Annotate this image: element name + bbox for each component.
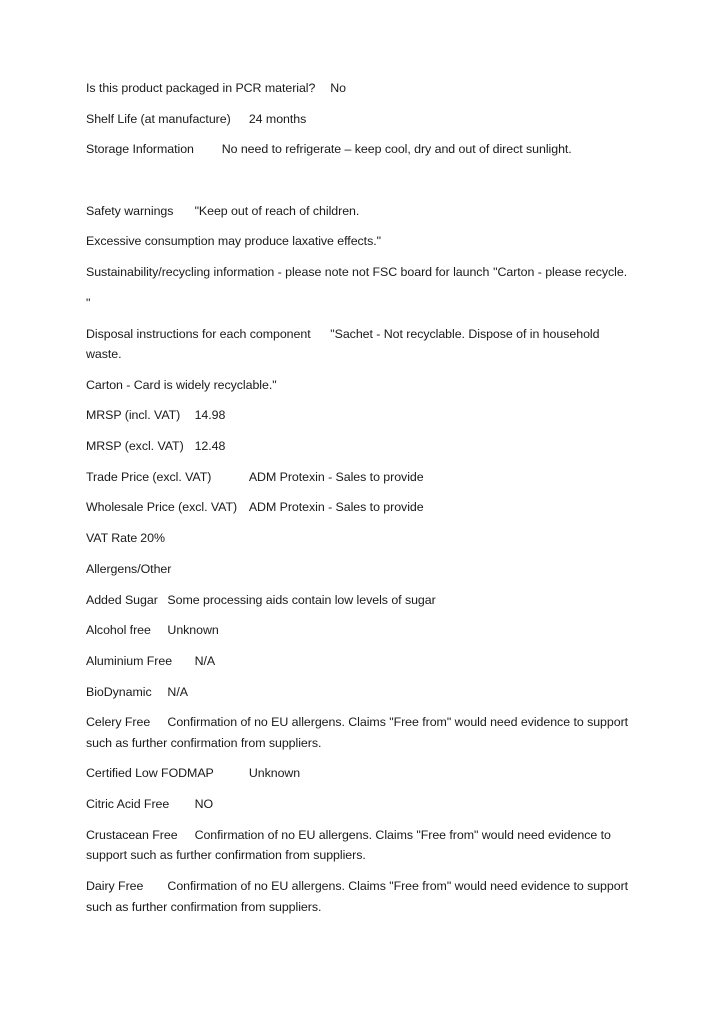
- line-vat-rate: VAT Rate 20%: [86, 531, 165, 546]
- line-allergens-other: Allergens/Other: [86, 561, 172, 576]
- line-certified-low-fodmap: Certified Low FODMAP Unknown: [86, 766, 301, 781]
- line-alcohol-free: Alcohol free Unknown: [86, 623, 219, 638]
- line-added-sugar: Added Sugar Some processing aids contain low levels of sugar: [86, 592, 436, 607]
- line-excessive-consumption: Excessive consumption may produce laxative effects.": [86, 234, 381, 249]
- line-mrsp-excl-vat: MRSP (excl. VAT) 12.48: [86, 439, 226, 454]
- line-spacer-1: [86, 170, 634, 191]
- document-body: [86, 78, 634, 917]
- line-citric-acid-free: Citric Acid Free NO: [86, 797, 214, 812]
- line-mrsp-incl-vat: MRSP (incl. VAT) 14.98: [86, 408, 226, 423]
- line-storage-information: Storage Information No need to refrigerate – keep cool, dry and out of direct sunlight.: [86, 142, 572, 157]
- line-shelf-life: Shelf Life (at manufacture) 24 months: [86, 111, 307, 126]
- line-sustainability-recycling: Sustainability/recycling information - please note not FSC board for launch "Carton - please recycle.: [86, 265, 628, 280]
- line-celery-free: Celery Free Confirmation of no EU allergens. Claims "Free from" would need evidence to support such as further confirmation from suppliers.: [86, 715, 632, 750]
- line-trade-price: Trade Price (excl. VAT) ADM Protexin - Sales to provide: [86, 469, 424, 484]
- line-aluminium-free: Aluminium Free N/A: [86, 653, 216, 668]
- line-disposal-instructions: Disposal instructions for each component "Sachet - Not recyclable. Dispose of in household waste.: [86, 326, 603, 361]
- line-pcr-material: Is this product packaged in PCR material? No: [86, 81, 347, 95]
- line-wholesale-price: Wholesale Price (excl. VAT) ADM Protexin - Sales to provide: [86, 500, 424, 515]
- line-safety-warnings: Safety warnings "Keep out of reach of children.: [86, 203, 360, 218]
- line-closing-quote: ": [86, 295, 91, 310]
- line-biodynamic: BioDynamic N/A: [86, 684, 188, 699]
- line-carton-card-recyclable: Carton - Card is widely recyclable.": [86, 377, 277, 392]
- line-dairy-free: Dairy Free Confirmation of no EU allergens. Claims "Free from" would need evidence to support such as further confirmation from suppliers.: [86, 879, 632, 914]
- line-crustacean-free: Crustacean Free Confirmation of no EU allergens. Claims "Free from" would need evidence to support such as further confirmation from suppliers.: [86, 827, 615, 863]
